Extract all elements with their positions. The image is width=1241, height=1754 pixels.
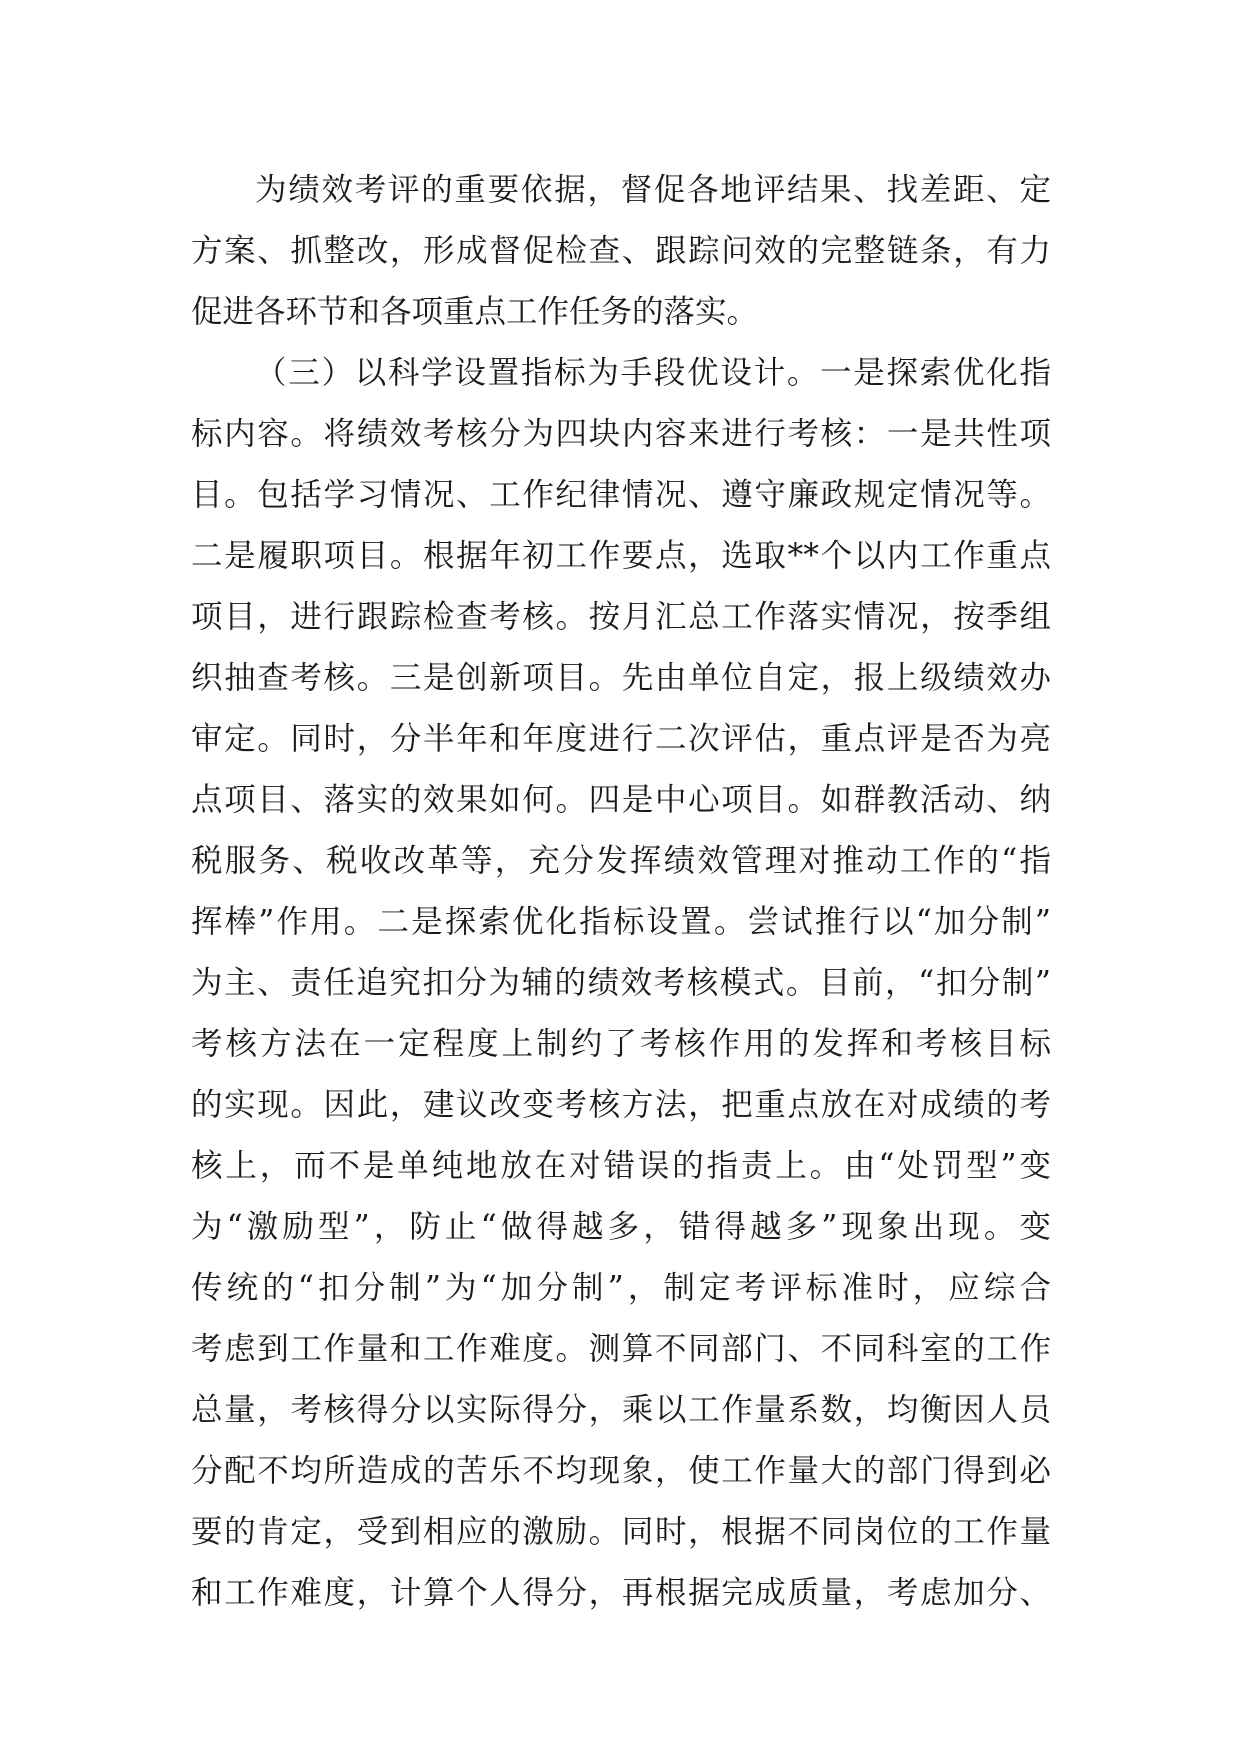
text-line: 税服务、税收改革等，充分发挥绩效管理对推动工作的“指 [191, 843, 1051, 879]
text-line: 传统的“扣分制”为“加分制”，制定考评标准时，应综合 [191, 1270, 1051, 1306]
text-line: 项目，进行跟踪检查考核。按月汇总工作落实情况，按季组 [191, 599, 1051, 635]
text-line: 为绩效考评的重要依据，督促各地评结果、找差距、定 [255, 172, 1051, 208]
text-line: 的实现。因此，建议改变考核方法，把重点放在对成绩的考 [191, 1087, 1051, 1123]
text-line: 标内容。将绩效考核分为四块内容来进行考核：一是共性项 [191, 416, 1051, 452]
body-text [191, 160, 1051, 1624]
text-line: 考虑到工作量和工作难度。测算不同部门、不同科室的工作 [191, 1331, 1051, 1367]
text-line: 和工作难度，计算个人得分，再根据完成质量，考虑加分、 [191, 1575, 1051, 1611]
text-line: 目。包括学习情况、工作纪律情况、遵守廉政规定情况等。 [191, 477, 1051, 513]
text-line: 二是履职项目。根据年初工作要点，选取**个以内工作重点 [191, 538, 1051, 574]
text-line: 分配不均所造成的苦乐不均现象，使工作量大的部门得到必 [191, 1453, 1051, 1489]
section-heading-line: （三）以科学设置指标为手段优设计。一是探索优化指 [255, 355, 1051, 391]
text-line: 要的肯定，受到相应的激励。同时，根据不同岗位的工作量 [191, 1514, 1051, 1550]
text-line: 核上，而不是单纯地放在对错误的指责上。由“处罚型”变 [191, 1148, 1051, 1184]
text-line: 考核方法在一定程度上制约了考核作用的发挥和考核目标 [191, 1026, 1051, 1062]
text-line: 审定。同时，分半年和年度进行二次评估，重点评是否为亮 [191, 721, 1051, 757]
text-line: 点项目、落实的效果如何。四是中心项目。如群教活动、纳 [191, 782, 1051, 818]
text-line: 促进各环节和各项重点工作任务的落实。 [191, 294, 759, 330]
text-line: 总量，考核得分以实际得分，乘以工作量系数，均衡因人员 [191, 1392, 1051, 1428]
text-line: 织抽查考核。三是创新项目。先由单位自定，报上级绩效办 [191, 660, 1051, 696]
text-line: 为主、责任追究扣分为辅的绩效考核模式。目前，“扣分制” [191, 965, 1051, 1001]
text-line: 为“激励型”，防止“做得越多，错得越多”现象出现。变 [191, 1209, 1051, 1245]
text-line: 方案、抓整改，形成督促检查、跟踪问效的完整链条，有力 [191, 233, 1051, 269]
text-line: 挥棒”作用。二是探索优化指标设置。尝试推行以“加分制” [191, 904, 1051, 940]
